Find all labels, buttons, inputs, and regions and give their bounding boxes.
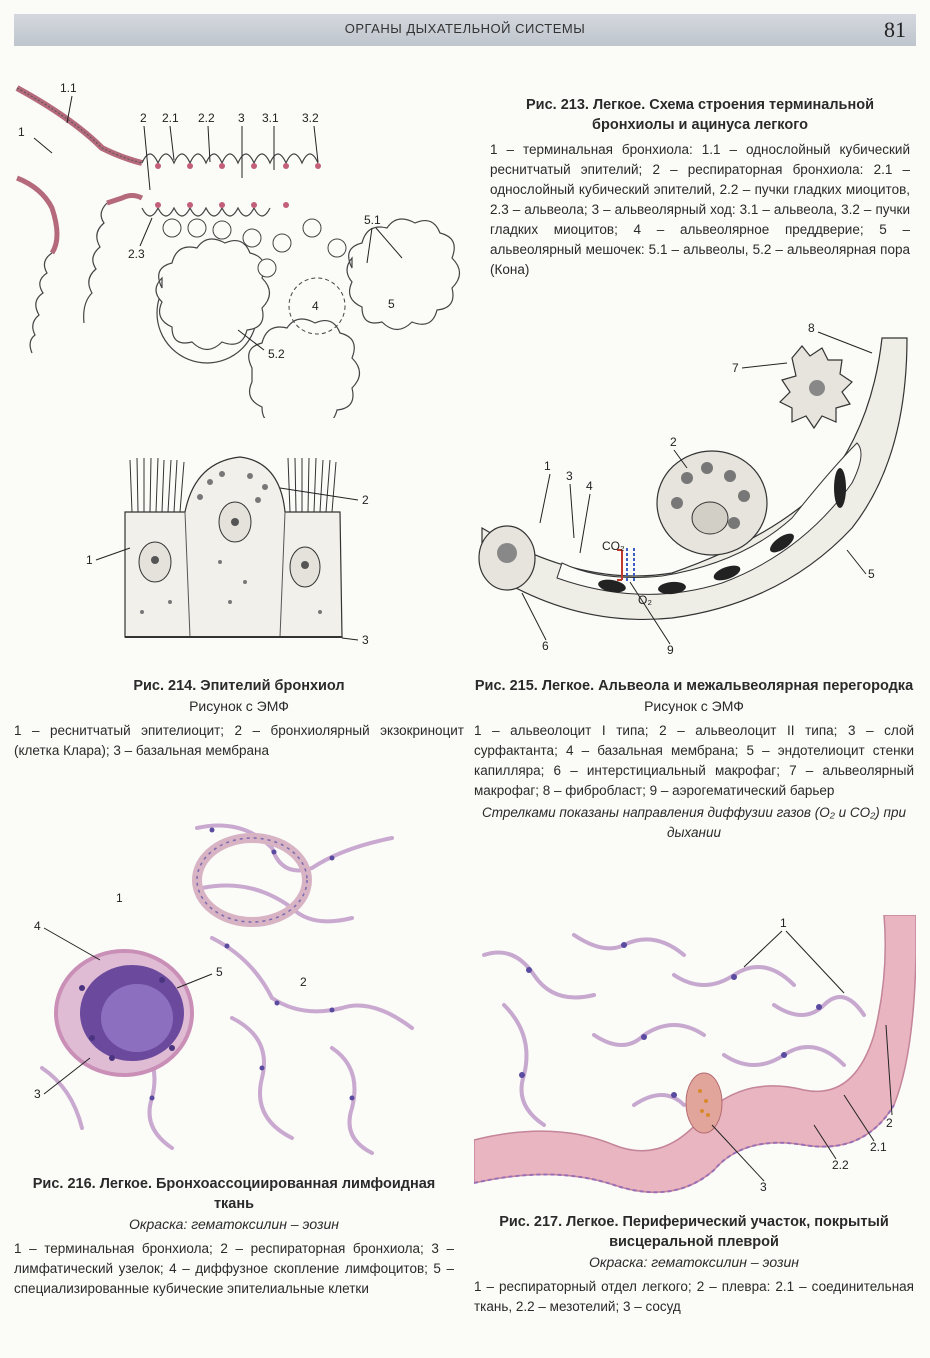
fig216-legend: 1 – терминальная бронхиола; 2 – респираторная бронхиола; 3 – лимфатический узелок; 4 – диффузное скопление лимфоцитов; 5 – специализированные кубические эпителиальные клетки [14,1241,454,1296]
fig216-title: Рис. 216. Легкое. Бронхоассоциированная лимфоидная ткань [32,1176,436,1212]
fig216-label-3: 3 [34,1087,41,1101]
fig213-label-5: 5 [388,297,395,311]
fig213-label-3-2: 3.2 [302,111,319,125]
fig215-note: Стрелками показаны направления диффузии газов (O₂ и CO₂) при дыхании [482,805,906,840]
fig215-label-6: 6 [542,639,549,653]
fig215-label-o2: O₂ [638,593,652,607]
fig215-label-co2: CO₂ [602,539,625,553]
fig213-caption [490,95,910,280]
fig217-caption [474,1212,914,1317]
fig213-diagram [12,78,472,418]
fig213-title: Рис. 213. Легкое. Схема строения терминальной бронхиолы и ацинуса легкого [525,97,874,133]
fig214-label-1: 1 [86,553,93,567]
fig214-title: Рис. 214. Эпителий бронхиол [133,678,345,694]
fig214-legend: 1 – реснитчатый эпителиоцит; 2 – бронхиолярный экзокриноцит (клетка Клара); 3 – базальная мембрана [14,723,464,758]
fig213-label-4: 4 [312,299,319,313]
fig216-stain: Окраска: гематоксилин – эозин [129,1216,339,1232]
fig215-label-2: 2 [670,435,677,449]
fig214-caption [14,676,464,761]
fig215-label-9: 9 [667,643,674,657]
fig216-label-5: 5 [216,965,223,979]
fig215-subtitle: Рисунок с ЭМФ [644,698,744,714]
fig215-label-3: 3 [566,469,573,483]
fig217-label-2: 2 [886,1116,893,1130]
page-number: 81 [884,17,906,42]
fig214-subtitle: Рисунок с ЭМФ [189,698,289,714]
fig216-micrograph [12,808,452,1163]
fig214-label-2: 2 [362,493,369,507]
page-header [14,14,916,46]
fig214-diagram [80,452,390,662]
fig213-label-2-2: 2.2 [198,111,215,125]
fig215-label-1: 1 [544,459,551,473]
fig213-label-5-1: 5.1 [364,213,381,227]
fig213-label-2: 2 [140,111,147,125]
fig217-label-1: 1 [780,916,787,930]
fig213-label-5-2: 5.2 [268,347,285,361]
fig215-label-4: 4 [586,479,593,493]
section-title: ОРГАНЫ ДЫХАТЕЛЬНОЙ СИСТЕМЫ [344,21,586,36]
fig217-label-2-2: 2.2 [832,1158,849,1172]
fig216-label-2: 2 [300,975,307,989]
fig217-micrograph [474,915,916,1197]
fig213-label-1: 1 [18,125,25,139]
fig216-label-1: 1 [116,891,123,905]
fig213-label-2-1: 2.1 [162,111,179,125]
fig216-label-4: 4 [34,919,41,933]
fig215-diagram [462,318,917,658]
fig215-label-8: 8 [808,321,815,335]
fig215-legend: 1 – альвеолоцит I типа; 2 – альвеолоцит II типа; 3 – слой сурфактанта; 4 – базальная мембрана; 5 – эндотелиоцит стенки капилляра; 6 – интерстициальный макрофаг; 7 – альвеолярный макрофаг; 8 – фибробласт; 9 – аэрогематический барьер [474,723,914,798]
fig215-caption [474,676,914,843]
fig215-label-5: 5 [868,567,875,581]
fig216-caption [14,1174,454,1299]
fig217-stain: Окраска: гематоксилин – эозин [589,1254,799,1270]
fig213-label-1-1: 1.1 [60,81,77,95]
fig217-legend: 1 – респираторный отдел легкого; 2 – плевра: 2.1 – соединительная ткань, 2.2 – мезотелий; 3 – сосуд [474,1279,914,1314]
fig213-label-2-3: 2.3 [128,247,145,261]
fig214-label-3: 3 [362,633,369,647]
fig217-label-3: 3 [760,1180,767,1194]
fig213-label-3: 3 [238,111,245,125]
fig215-title: Рис. 215. Легкое. Альвеола и межальвеолярная перегородка [474,678,914,694]
fig217-title: Рис. 217. Легкое. Периферический участок, покрытый висцеральной плеврой [499,1214,889,1250]
fig213-label-3-1: 3.1 [262,111,279,125]
fig213-legend: 1 – терминальная бронхиола: 1.1 – однослойный кубический реснитчатый эпителий; 2 – респираторная бронхиола: 2.1 – однослойный кубический эпителий, 2.2 – пучки гладких миоцитов, 2.3 – альвеола; 3 – альвеолярный ход: 3.1 – альвеола, 3.2 – пучки гладких миоцитов; 4 – альвеолярное преддверие; 5 – альвеолярный мешочек: 5.1 – альвеолы, 5.2 – альвеолярная пора (Кона) [490,142,910,277]
fig215-label-7: 7 [732,361,739,375]
fig217-label-2-1: 2.1 [870,1140,887,1154]
